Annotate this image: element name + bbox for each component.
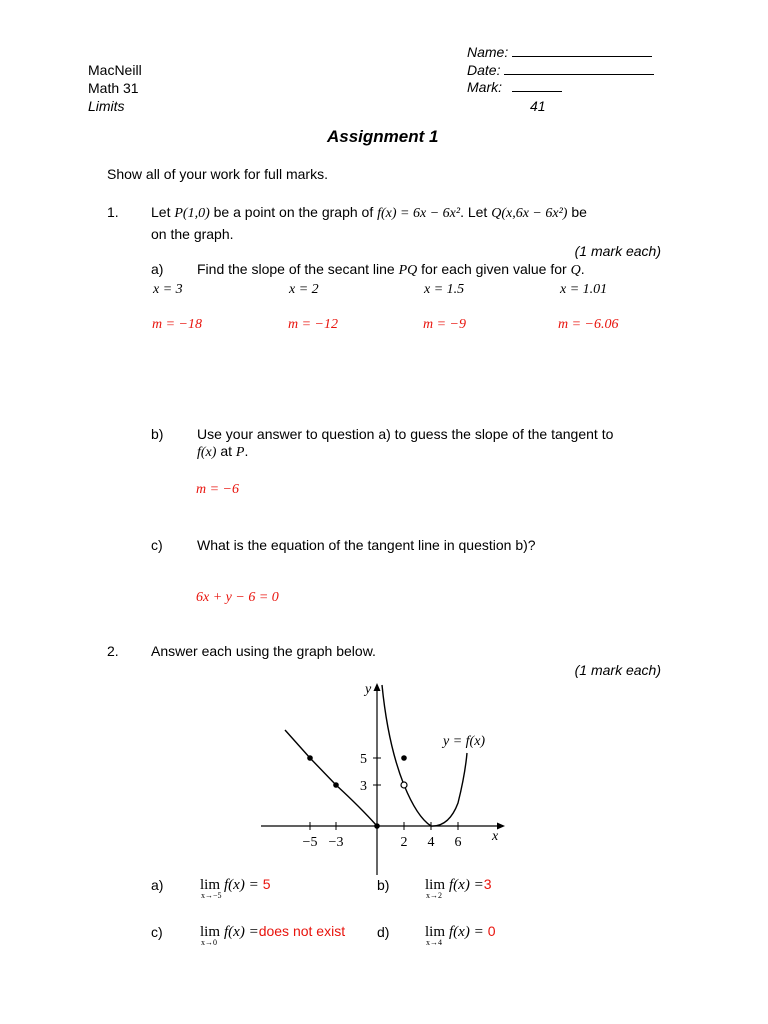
q1-point-q: Q(x,6x − 6x²) [491, 206, 568, 221]
q1b-fx: f(x) [197, 445, 217, 460]
q2b-answer: 3 [483, 876, 492, 892]
unit-name: Limits [88, 98, 125, 114]
q1b-text: Use your answer to question a) to guess the slope of the tangent to [197, 426, 614, 442]
q1a-text-a: Find the slope of the secant line [197, 261, 395, 277]
q2-number: 2. [107, 643, 119, 659]
graph-point-open [401, 782, 407, 788]
q1a-x-value: x = 3 [153, 282, 183, 297]
x-tick-label: 4 [427, 835, 435, 850]
lim-word: lim [425, 877, 446, 893]
author-name: MacNeill [88, 62, 142, 78]
function-graph [255, 675, 510, 880]
q1b-p: P [235, 445, 245, 460]
q1-marks-note: (1 mark each) [574, 243, 661, 259]
q2c-label: c) [151, 924, 163, 940]
q1a-q: Q [570, 263, 581, 278]
mark-label: Mark: [467, 79, 502, 95]
q2-marks-note: (1 mark each) [574, 662, 661, 678]
q1a-pq: PQ [398, 263, 418, 278]
q1-function-def: f(x) = 6x − 6x² [377, 206, 461, 221]
graph-point [307, 755, 313, 761]
q1b-label: b) [151, 426, 164, 442]
q2a-label: a) [151, 877, 164, 893]
q2d-answer: 0 [487, 923, 496, 939]
q1a-answer: m = −9 [423, 317, 467, 332]
x-tick-label: 2 [400, 835, 408, 850]
lim-subscript: x→0 [201, 938, 217, 947]
q2d-limit-expression [425, 923, 496, 947]
q1c-text: What is the equation of the tangent line in question b)? [197, 537, 536, 553]
q1a-x-value: x = 2 [289, 282, 319, 297]
function-label: y = f(x) [443, 734, 486, 749]
y-axis-label: y [365, 682, 372, 697]
q1-point-p: P(1,0) [174, 206, 210, 221]
q1-number: 1. [107, 204, 119, 220]
q2b-limit-expression [425, 876, 492, 900]
q1a-label: a) [151, 261, 164, 277]
q1a-text [197, 261, 585, 279]
q2a-answer: 5 [262, 876, 271, 892]
y-tick-label: 5 [360, 752, 367, 767]
instructions: Show all of your work for full marks. [107, 166, 328, 182]
y-axis-arrow [374, 683, 381, 691]
lim-function: f(x) = [449, 877, 484, 893]
q2-text: Answer each using the graph below. [151, 643, 376, 659]
date-label: Date: [467, 62, 501, 78]
q1-text-line2: on the graph. [151, 226, 234, 242]
name-label: Name: [467, 44, 509, 60]
q2d-label: d) [377, 924, 390, 940]
graph-point [333, 782, 339, 788]
q1b-answer: m = −6 [196, 482, 240, 497]
q2c-limit-expression [200, 923, 346, 947]
q1-text-d: be [571, 204, 587, 220]
date-blank [504, 62, 654, 75]
q1a-x-value: x = 1.5 [424, 282, 465, 297]
q1a-answer: m = −12 [288, 317, 339, 332]
lim-function: f(x) = [224, 877, 259, 893]
graph-point-origin [374, 823, 380, 829]
q1a-answer: m = −6.06 [558, 317, 619, 332]
lim-subscript: x→−5 [201, 891, 222, 900]
name-field [467, 44, 652, 60]
lim-subscript: x→4 [426, 938, 442, 947]
q2b-label: b) [377, 877, 390, 893]
name-blank [512, 44, 652, 57]
curve-right-branch [382, 685, 467, 826]
lim-word: lim [200, 877, 221, 893]
q1b-at: at [220, 443, 233, 459]
q2c-answer: does not exist [258, 923, 346, 939]
curve-left-branch [285, 730, 377, 826]
lim-word: lim [200, 924, 221, 940]
x-tick-label: −5 [302, 835, 318, 850]
lim-word: lim [425, 924, 446, 940]
x-axis-label: x [492, 829, 499, 844]
mark-field [467, 79, 562, 95]
q1a-text-b: for each given value for [421, 261, 567, 277]
course-name: Math 31 [88, 80, 139, 96]
q1-text-b: be a point on the graph of [213, 204, 374, 220]
q1b-dot: . [244, 443, 249, 459]
x-tick-label: −3 [328, 835, 344, 850]
q1c-answer: 6x + y − 6 = 0 [196, 590, 279, 605]
graph-point-solid [401, 755, 407, 761]
lim-function: f(x) = [224, 924, 259, 940]
y-tick-label: 3 [360, 779, 367, 794]
q2a-limit-expression [200, 876, 271, 900]
mark-total: 41 [530, 98, 546, 114]
page-title: Assignment 1 [327, 127, 439, 146]
q1-text-line1 [151, 204, 587, 222]
q1a-answer: m = −18 [152, 317, 203, 332]
date-field [467, 62, 654, 78]
q1-text-c: . Let [460, 204, 488, 220]
lim-function: f(x) = [449, 924, 484, 940]
x-tick-label: 6 [454, 835, 462, 850]
q1a-x-value: x = 1.01 [560, 282, 608, 297]
q1-text-a: Let [151, 204, 171, 220]
q1c-label: c) [151, 537, 163, 553]
q1b-text-line2 [197, 443, 248, 461]
lim-subscript: x→2 [426, 891, 442, 900]
mark-blank [512, 79, 562, 92]
q1a-dot: . [580, 261, 585, 277]
